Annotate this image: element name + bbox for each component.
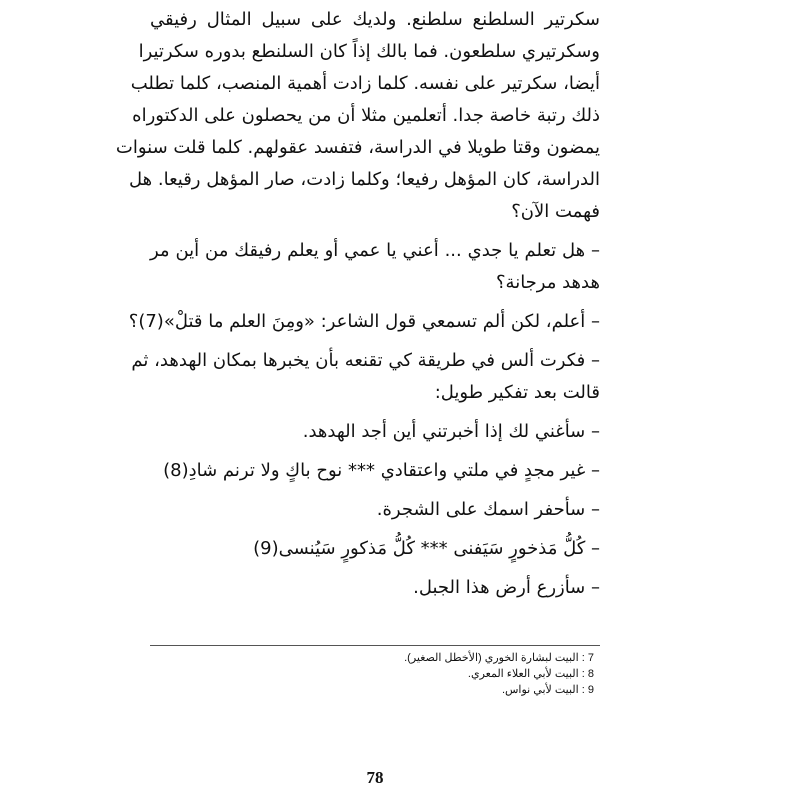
- dialogue-line: [128, 306, 600, 338]
- footnote: 8 : البيت لأبي العلاء المعري.: [467, 668, 594, 680]
- text-line: أيضا، سكرتير على نفسه. كلما زادت أهمية المنصب، كلما تطلب: [130, 73, 600, 94]
- footnote: 7 : البيت لبشارة الخوري (الأخطل الصغير).: [404, 652, 594, 664]
- text-line: فهمت الآن؟: [511, 201, 600, 222]
- text-line: هدهد مرجانة؟: [495, 272, 600, 293]
- dialogue-line: [150, 235, 600, 299]
- text-line: – سأغني لك إذا أخبرتني أين أجد الهدهد.: [302, 421, 600, 442]
- book-page: [115, 0, 600, 800]
- poem-verse: [150, 533, 600, 565]
- text-line: – أعلم، لكن ألم تسمعي قول الشاعر: «ومِنَ العلم ما قتلْ»(7)؟: [128, 311, 600, 332]
- footnotes: [150, 650, 594, 698]
- poem-verse: [150, 455, 600, 487]
- text-line: وسكرتيري سلطعون. فما بالك إذاً كان السلنطع بدوره سكرتيرا: [138, 41, 600, 62]
- dialogue-line: [150, 572, 600, 604]
- text-line: الدراسة، كان المؤهل رفيعا؛ وكلما زادت، صار المؤهل رقيعا. هل: [129, 169, 600, 190]
- text-line: سكرتير السلطنع سلطنع. ولديك على سبيل المثال رفيقي: [150, 9, 600, 30]
- text-line: يمضون وقتا طويلا في الدراسة، فتفسد عقولهم. كلما قلت سنوات: [115, 137, 600, 158]
- text-line: – سأزرع أرض هذا الجبل.: [413, 577, 600, 598]
- body-text: [115, 4, 600, 611]
- text-line: ذلك رتبة خاصة جدا. أتعلمين مثلا أن من يحصلون على الدكتوراه: [132, 105, 600, 126]
- text-line: – فكرت ألس في طريقة كي تقنعه بأن يخبرها بمكان الهدهد، ثم: [131, 350, 600, 371]
- footnote: 9 : البيت لأبي نواس.: [501, 684, 594, 696]
- text-line: – هل تعلم يا جدي ... أعني يا عمي أو يعلم رفيقك من أين مر: [150, 240, 600, 261]
- text-line: – كُلُّ مَذخورٍ سَيَفنى *** كُلُّ مَذكورٍ سَيُنسى(9): [253, 538, 600, 559]
- text-line: قالت بعد تفكير طويل:: [434, 382, 600, 403]
- dialogue-line: [150, 416, 600, 448]
- text-line: – غير مجدٍ في ملتي واعتقادي *** نوح باكٍ ولا ترنم شادِ(8): [163, 460, 600, 481]
- footnote-divider: [150, 645, 600, 646]
- paragraph: [115, 4, 600, 228]
- text-line: – سأحفر اسمك على الشجرة.: [376, 499, 600, 520]
- dialogue-line: [131, 345, 600, 409]
- dialogue-line: [150, 494, 600, 526]
- page-number: 78: [366, 768, 384, 787]
